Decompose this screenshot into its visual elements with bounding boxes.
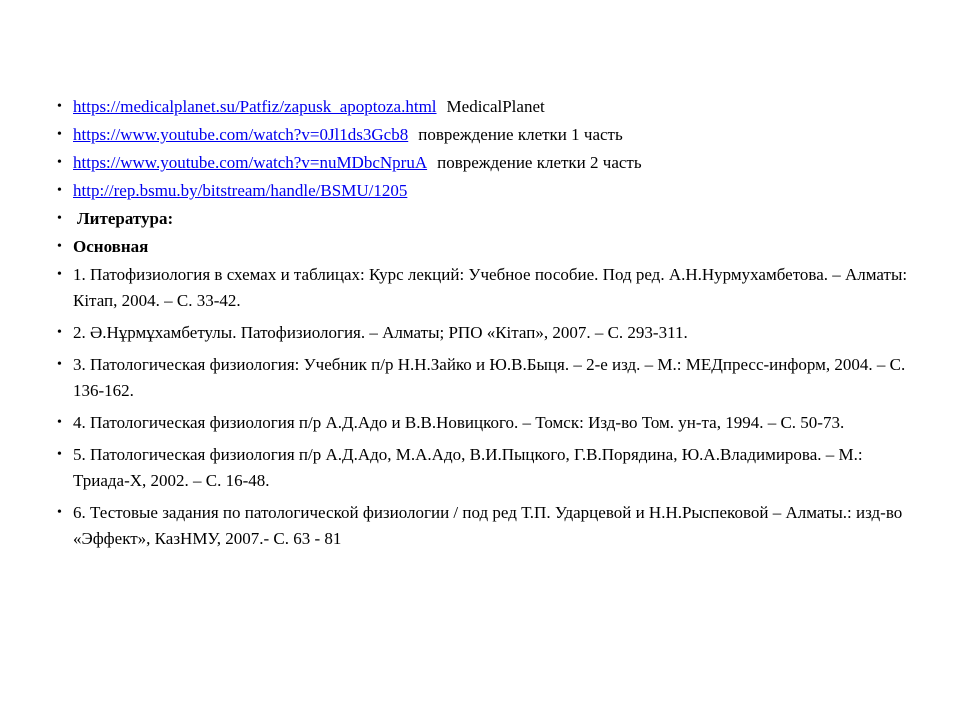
link-youtube-1[interactable]: https://www.youtube.com/watch?v=0Jl1ds3Gcb8 [73, 125, 409, 144]
list-item-link-2 [55, 122, 915, 148]
list-item-main [55, 234, 915, 260]
slide-content [55, 94, 915, 558]
reference-text: 2. Ә.Нұрмұхамбетулы. Патофизиология. – Алматы; РПО «Кітап», 2007. – С. 293-311. [73, 323, 688, 342]
bullet-dot-icon: • [57, 267, 62, 282]
link-bsmu[interactable]: http://rep.bsmu.by/bitstream/handle/BSMU/1205 [73, 181, 408, 200]
bullet-dot-icon: • [57, 357, 62, 372]
bullet-dot-icon: • [57, 239, 62, 254]
bullet-dot-icon: • [57, 447, 62, 462]
bullet-dot-icon: • [57, 211, 62, 226]
list-item-link-4 [55, 178, 915, 204]
list-item-literature [55, 206, 915, 232]
link-medicalplanet[interactable]: https://medicalplanet.su/Patfiz/zapusk_apoptoza.html [73, 97, 437, 116]
reference-item [55, 500, 915, 552]
link-label: MedicalPlanet [446, 97, 545, 116]
bullet-dot-icon: • [57, 155, 62, 170]
bullet-dot-icon: • [57, 415, 62, 430]
bullet-dot-icon: • [57, 99, 62, 114]
bullet-dot-icon: • [57, 505, 62, 520]
bullet-dot-icon: • [57, 127, 62, 142]
main-heading: Основная [73, 237, 149, 256]
reference-text: 4. Патологическая физиология п/р А.Д.Адо и В.В.Новицкого. – Томск: Изд-во Том. ун-та, 1994. – С. 50-73. [73, 413, 845, 432]
reference-text: 3. Патологическая физиология: Учебник п/р Н.Н.Зайко и Ю.В.Быця. – 2-е изд. – М.: МЕДпресс-информ, 2004. – С. 136-162. [73, 355, 906, 400]
link-label: повреждение клетки 1 часть [418, 125, 623, 144]
bullet-dot-icon: • [57, 325, 62, 340]
reference-text: 6. Тестовые задания по патологической физиологии / под ред Т.П. Ударцевой и Н.Н.Рыспековой – Алматы.: изд-во «Эффект», КазНМУ, 2007.- С. 63 - 81 [73, 503, 903, 548]
reference-text: 5. Патологическая физиология п/р А.Д.Адо, М.А.Адо, В.И.Пыцкого, Г.В.Порядина, Ю.А.Владимирова. – М.: Триада-Х, 2002. – С. 16-48. [73, 445, 863, 490]
bullet-list [55, 94, 915, 552]
reference-item [55, 410, 915, 436]
link-label: повреждение клетки 2 часть [437, 153, 642, 172]
bullet-dot-icon: • [57, 183, 62, 198]
list-item-link-1 [55, 94, 915, 120]
list-item-link-3 [55, 150, 915, 176]
link-youtube-2[interactable]: https://www.youtube.com/watch?v=nuMDbcNpruA [73, 153, 428, 172]
reference-item [55, 352, 915, 404]
reference-text: 1. Патофизиология в схемах и таблицах: Курс лекций: Учебное пособие. Под ред. А.Н.Нурмухамбетова. – Алматы: Кітап, 2004. – С. 33-42. [73, 265, 908, 310]
reference-item [55, 442, 915, 494]
reference-item [55, 320, 915, 346]
literature-heading: Литература: [77, 209, 174, 228]
reference-item [55, 262, 915, 314]
